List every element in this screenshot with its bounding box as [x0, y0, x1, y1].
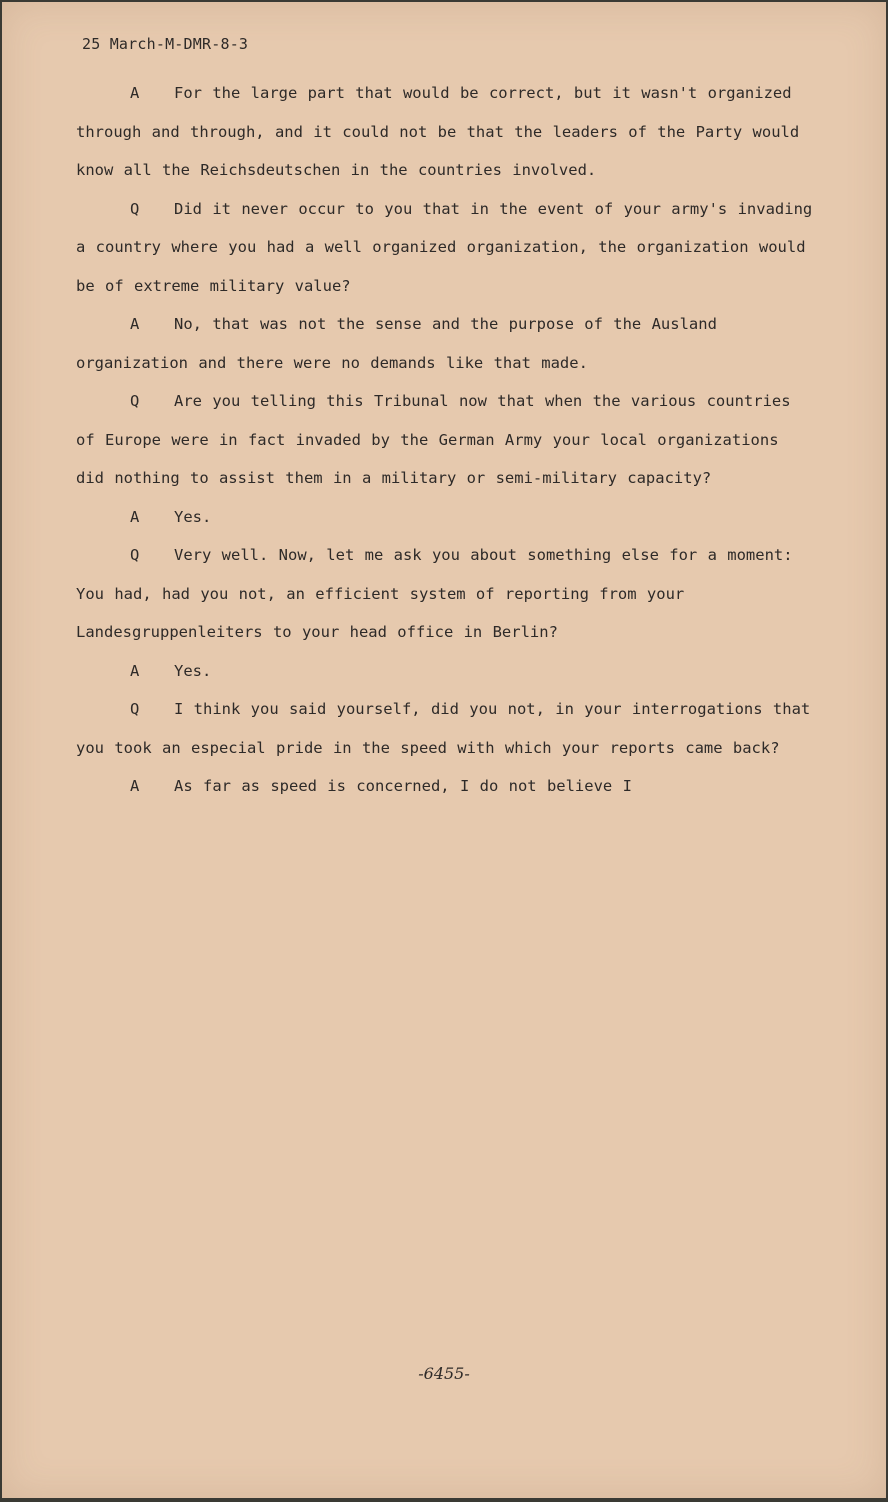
speaker-marker: A: [130, 507, 140, 526]
speaker-marker: Q: [130, 199, 140, 218]
speaker-marker: A: [130, 84, 140, 102]
transcript-paragraph: [76, 382, 816, 498]
transcript-paragraph: [76, 652, 816, 691]
paragraph-text: No, that was not the sense and the purpose of the Ausland organization and there were no demands like that made.: [76, 315, 717, 372]
paragraph-text: Did it never occur to you that in the event of your army's invading a country where you had a well organized organization, the organization would be of extreme military value?: [76, 199, 813, 295]
speaker-marker: A: [130, 661, 140, 680]
transcript-paragraph: [76, 536, 816, 652]
transcript-paragraph: [76, 74, 816, 190]
speaker-marker: Q: [130, 392, 140, 410]
transcript-paragraph: [76, 690, 816, 767]
paragraph-text: Very well. Now, let me ask you about something else for a moment: You had, had you not, an efficient system of reporting from your Landesgruppenleiters to your head office in Berlin?: [76, 546, 793, 641]
speaker-marker: A: [130, 315, 140, 333]
paragraph-text: As far as speed is concerned, I do not believe I: [174, 777, 632, 795]
paragraph-text: I think you said yourself, did you not, in your interrogations that you took an especial pride in the speed with which your reports came back?: [76, 700, 811, 757]
transcript-paragraph: [76, 305, 816, 382]
paragraph-text: Yes.: [174, 507, 212, 526]
page-number: -6455-: [418, 1364, 470, 1383]
speaker-marker: Q: [130, 546, 140, 564]
document-reference: 25 March-M-DMR-8-3: [82, 35, 249, 53]
transcript-paragraph: [76, 767, 816, 806]
speaker-marker: Q: [130, 700, 140, 718]
paragraph-text: For the large part that would be correct, but it wasn't organized through and through, and it could not be that the leaders of the Party would know all the Reichsdeutschen in the countries involved.: [76, 84, 800, 179]
transcript-paragraph: [76, 190, 816, 306]
transcript-paragraph: [76, 498, 816, 537]
paragraph-text: Are you telling this Tribunal now that when the various countries of Europe were in fact invaded by the German Army your local organizations did nothing to assist them in a military or semi-military capacity?: [76, 392, 791, 487]
paragraph-text: Yes.: [174, 661, 212, 680]
speaker-marker: A: [130, 777, 140, 795]
document-page: [2, 2, 886, 1498]
transcript-body: [76, 74, 816, 806]
